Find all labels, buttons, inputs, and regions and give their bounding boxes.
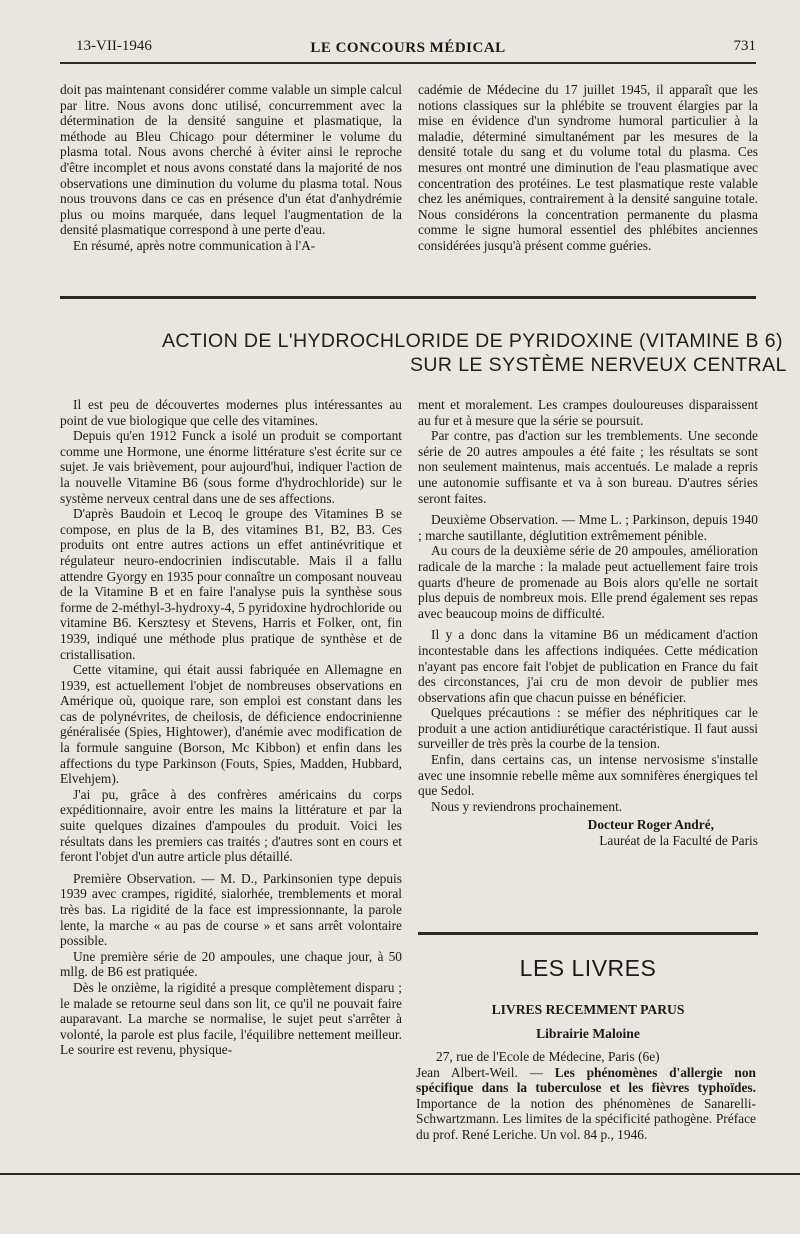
article-title-line-2: SUR LE SYSTÈME NERVEUX CENTRAL (410, 354, 787, 376)
paragraph: ment et moralement. Les crampes douloureuses disparaissent au fur et à mesure que la série se poursuit. (418, 397, 758, 428)
header-rule (60, 62, 756, 64)
author-affiliation: Lauréat de la Faculté de Paris (599, 833, 758, 849)
author-signature: Docteur Roger André, (587, 817, 714, 833)
paragraph: Depuis qu'en 1912 Funck a isolé un produit se comportant comme une Hormone, une énorme littérature s'est écrite sur ce sujet. Je vais brièvement, pour aujourd'hui, indiquer l'action de la nouvelle Vitamine B6 (sous forme d'hydrochloride) sur le système nerveux central dans une de ses affections. (60, 428, 402, 506)
journal-title: LE CONCOURS MÉDICAL (310, 40, 506, 56)
article-title-line-1: ACTION DE L'HYDROCHLORIDE DE PYRIDOXINE (VITAMINE B 6) (162, 330, 783, 352)
paragraph: Quelques précautions : se méfier des néphritiques car le produit a une action antidiurétique caractéristique. Il faut aussi surveiller de très près la courbe de la tension. (418, 705, 758, 752)
paragraph: Une première série de 20 ampoules, une chaque jour, à 50 mllg. de B6 est pratiquée. (60, 948, 402, 980)
books-subheading: LIVRES RECEMMENT PARUS (491, 1002, 685, 1017)
paragraph: cadémie de Médecine du 17 juillet 1945, il apparaît que les notions classiques sur la phlébite se trouvent élargies par la mise en évidence d'un syndrome humoral particulier à la maladie, déterminé simultanément par les mesures de la densité totale du sang et du volume total du plasma. Ces mesures ont montré une diminution de l'eau plasmatique avec concentration des protéines. Le test plasmatique reste valable chez les anémiques, contrairement à la densité sanguine totale. Nous considérons la concentration permanente du plasma comme le signe humoral essentiel des phlébites anciennes considérées jusqu'à présent comme guéries. (418, 82, 758, 253)
issue-date: 13-VII-1946 (76, 38, 152, 54)
paragraph: En résumé, après notre communication à l'A- (73, 237, 316, 253)
book-title: Les phénomènes d'allergie non spécifique dans la tuberculose et les fièvres typhoïdes. (416, 1064, 756, 1096)
paragraph: Deuxième Observation. — Mme L. ; Parkinson, depuis 1940 ; marche sautillante, déglutition extrêmement pénible. (418, 512, 758, 543)
book-description: Importance de la notion des phénomènes de Sanarelli-Schwartzmann. Les limites de la spécificité pathogène. Préface du prof. René Leriche. Un vol. 84 p., 1946. (416, 1095, 756, 1142)
paragraph: Il est peu de découvertes modernes plus intéressantes au point de vue biologique que celle des vitamines. (60, 397, 402, 428)
book-listing (416, 1065, 756, 1143)
footer-rule (0, 1173, 800, 1175)
top-left-column (60, 82, 402, 254)
paragraph: D'après Baudoin et Lecoq le groupe des Vitamines B se compose, en plus de la B, des vitamines B1, B2, B3. Ces produits ont entre autres actions un effet antinévritique et régulateur neuro-endocrinien indiscutable. Mais il a fallu attendre Gyorgy en 1935 pour connaître un composant nouveau de la Vitamine B et en faire l'analyse puis la synthèse sous forme de 2-méthyl-3-hydroxy-4, 5 pyridoxine hydrochloride ou vitamine B6. Kersztesy et Stevens, Harris et Folker, ont, fin 1939, indiqué une méthode plus pratique de synthèse et de cristallisation. (60, 506, 402, 662)
book-entry (416, 1049, 756, 1143)
books-divider (418, 932, 758, 935)
article-left-column (60, 397, 402, 1058)
books-heading: LES LIVRES (519, 955, 657, 981)
book-author: Jean Albert-Weil. — (416, 1064, 543, 1080)
running-header (60, 38, 756, 60)
page-number: 731 (733, 38, 756, 54)
paragraph: Au cours de la deuxième série de 20 ampoules, amélioration radicale de la marche : la malade peut actuellement faire trois quarts d'heure de promenade au Bois alors qu'elle ne sortait plus depuis de nombreux mois. Elle prend également ses repas avec beaucoup moins de difficulté. (418, 543, 758, 621)
paragraph: Enfin, dans certains cas, un intense nervosisme s'installe avec une insomnie rebelle même aux somnifères énergiques tel que Sedol. (418, 752, 758, 799)
paragraph: Dès le onzième, la rigidité a presque complètement disparu ; le malade se retourne seul dans son lit, ce qu'il ne pouvait faire auparavant. La marche se normalise, le sujet peut s'arrêter à volonté, la parole est plus facile, l'équilibre nettement meilleur. Le sourire est revenu, physique- (60, 979, 402, 1058)
paragraph: J'ai pu, grâce à des confrères américains du corps expéditionnaire, avoir entre les mains la littérature et par la suite quelques dizaines d'ampoules du produit. Voici les résultats dans les premiers cas traités ; d'autres sont en cours et feront l'objet d'un autre article plus détaillé. (60, 786, 402, 865)
paragraph: Première Observation. — M. D., Parkinsonien type depuis 1939 avec crampes, rigidité, sialorhée, tremblements et moral très bas. La rigidité de la face est impressionnante, la parole lente, la marche « au pas de course » et sans arrêt volontaire possible. (60, 870, 402, 949)
paragraph: doit pas maintenant considérer comme valable un simple calcul par litre. Nous avons donc utilisé, concurremment avec la détermination de la densité sanguine et plasmatique, la méthode au Bleu Chicago pour déterminer le volume du plasma total. Nous avons cherché à éviter ainsi le reproche d'être incomplet et nous avons constaté dans la majorité de nos observations une diminution du volume du plasma total. Nous nous trouvons dans ce cas en présence d'un état d'anhydrémie plus ou moins marquée, dans lequel l'augmentation de la densité plasmatique correspond à une perte d'eau. (60, 82, 402, 238)
publisher-address: 27, rue de l'Ecole de Médecine, Paris (6e) (436, 1049, 660, 1064)
paragraph: Cette vitamine, qui était aussi fabriquée en Allemagne en 1939, est actuellement l'objet de nombreuses observations en Amérique où, quoique rare, son emploi est constant dans les cas de polynévrites, de cheilosis, de déficience endocrinienne généralisée (Spies, Hightower), d'anémie avec modification de la formule sanguine (Borson, Mc Kibbon) et enfin dans les affections du type Parkinson (Fouts, Spies, Madden, Hubbard, Elvehjem). (60, 662, 402, 787)
publisher-name: Librairie Maloine (536, 1026, 640, 1041)
paragraph: Nous y reviendrons prochainement. (431, 798, 623, 814)
section-divider (60, 296, 756, 299)
paragraph: Il y a donc dans la vitamine B6 un médicament d'action incontestable dans les affections indiquées. Cette médication n'ayant pas encore fait l'objet de publication en France du fait des circonstances, j'ai cru de mon devoir de publier mes observations afin que chacun puisse en bénéficier. (418, 627, 758, 705)
paragraph: Par contre, pas d'action sur les tremblements. Une seconde série de 20 autres ampoules a été faite ; les résultats se sont non seulement maintenus, mais accentués. Le malade a repris une autonomie suffisante et va à son bureau. D'autres séries seront faites. (418, 428, 758, 506)
article-right-column (418, 397, 758, 849)
top-right-column (418, 82, 758, 254)
